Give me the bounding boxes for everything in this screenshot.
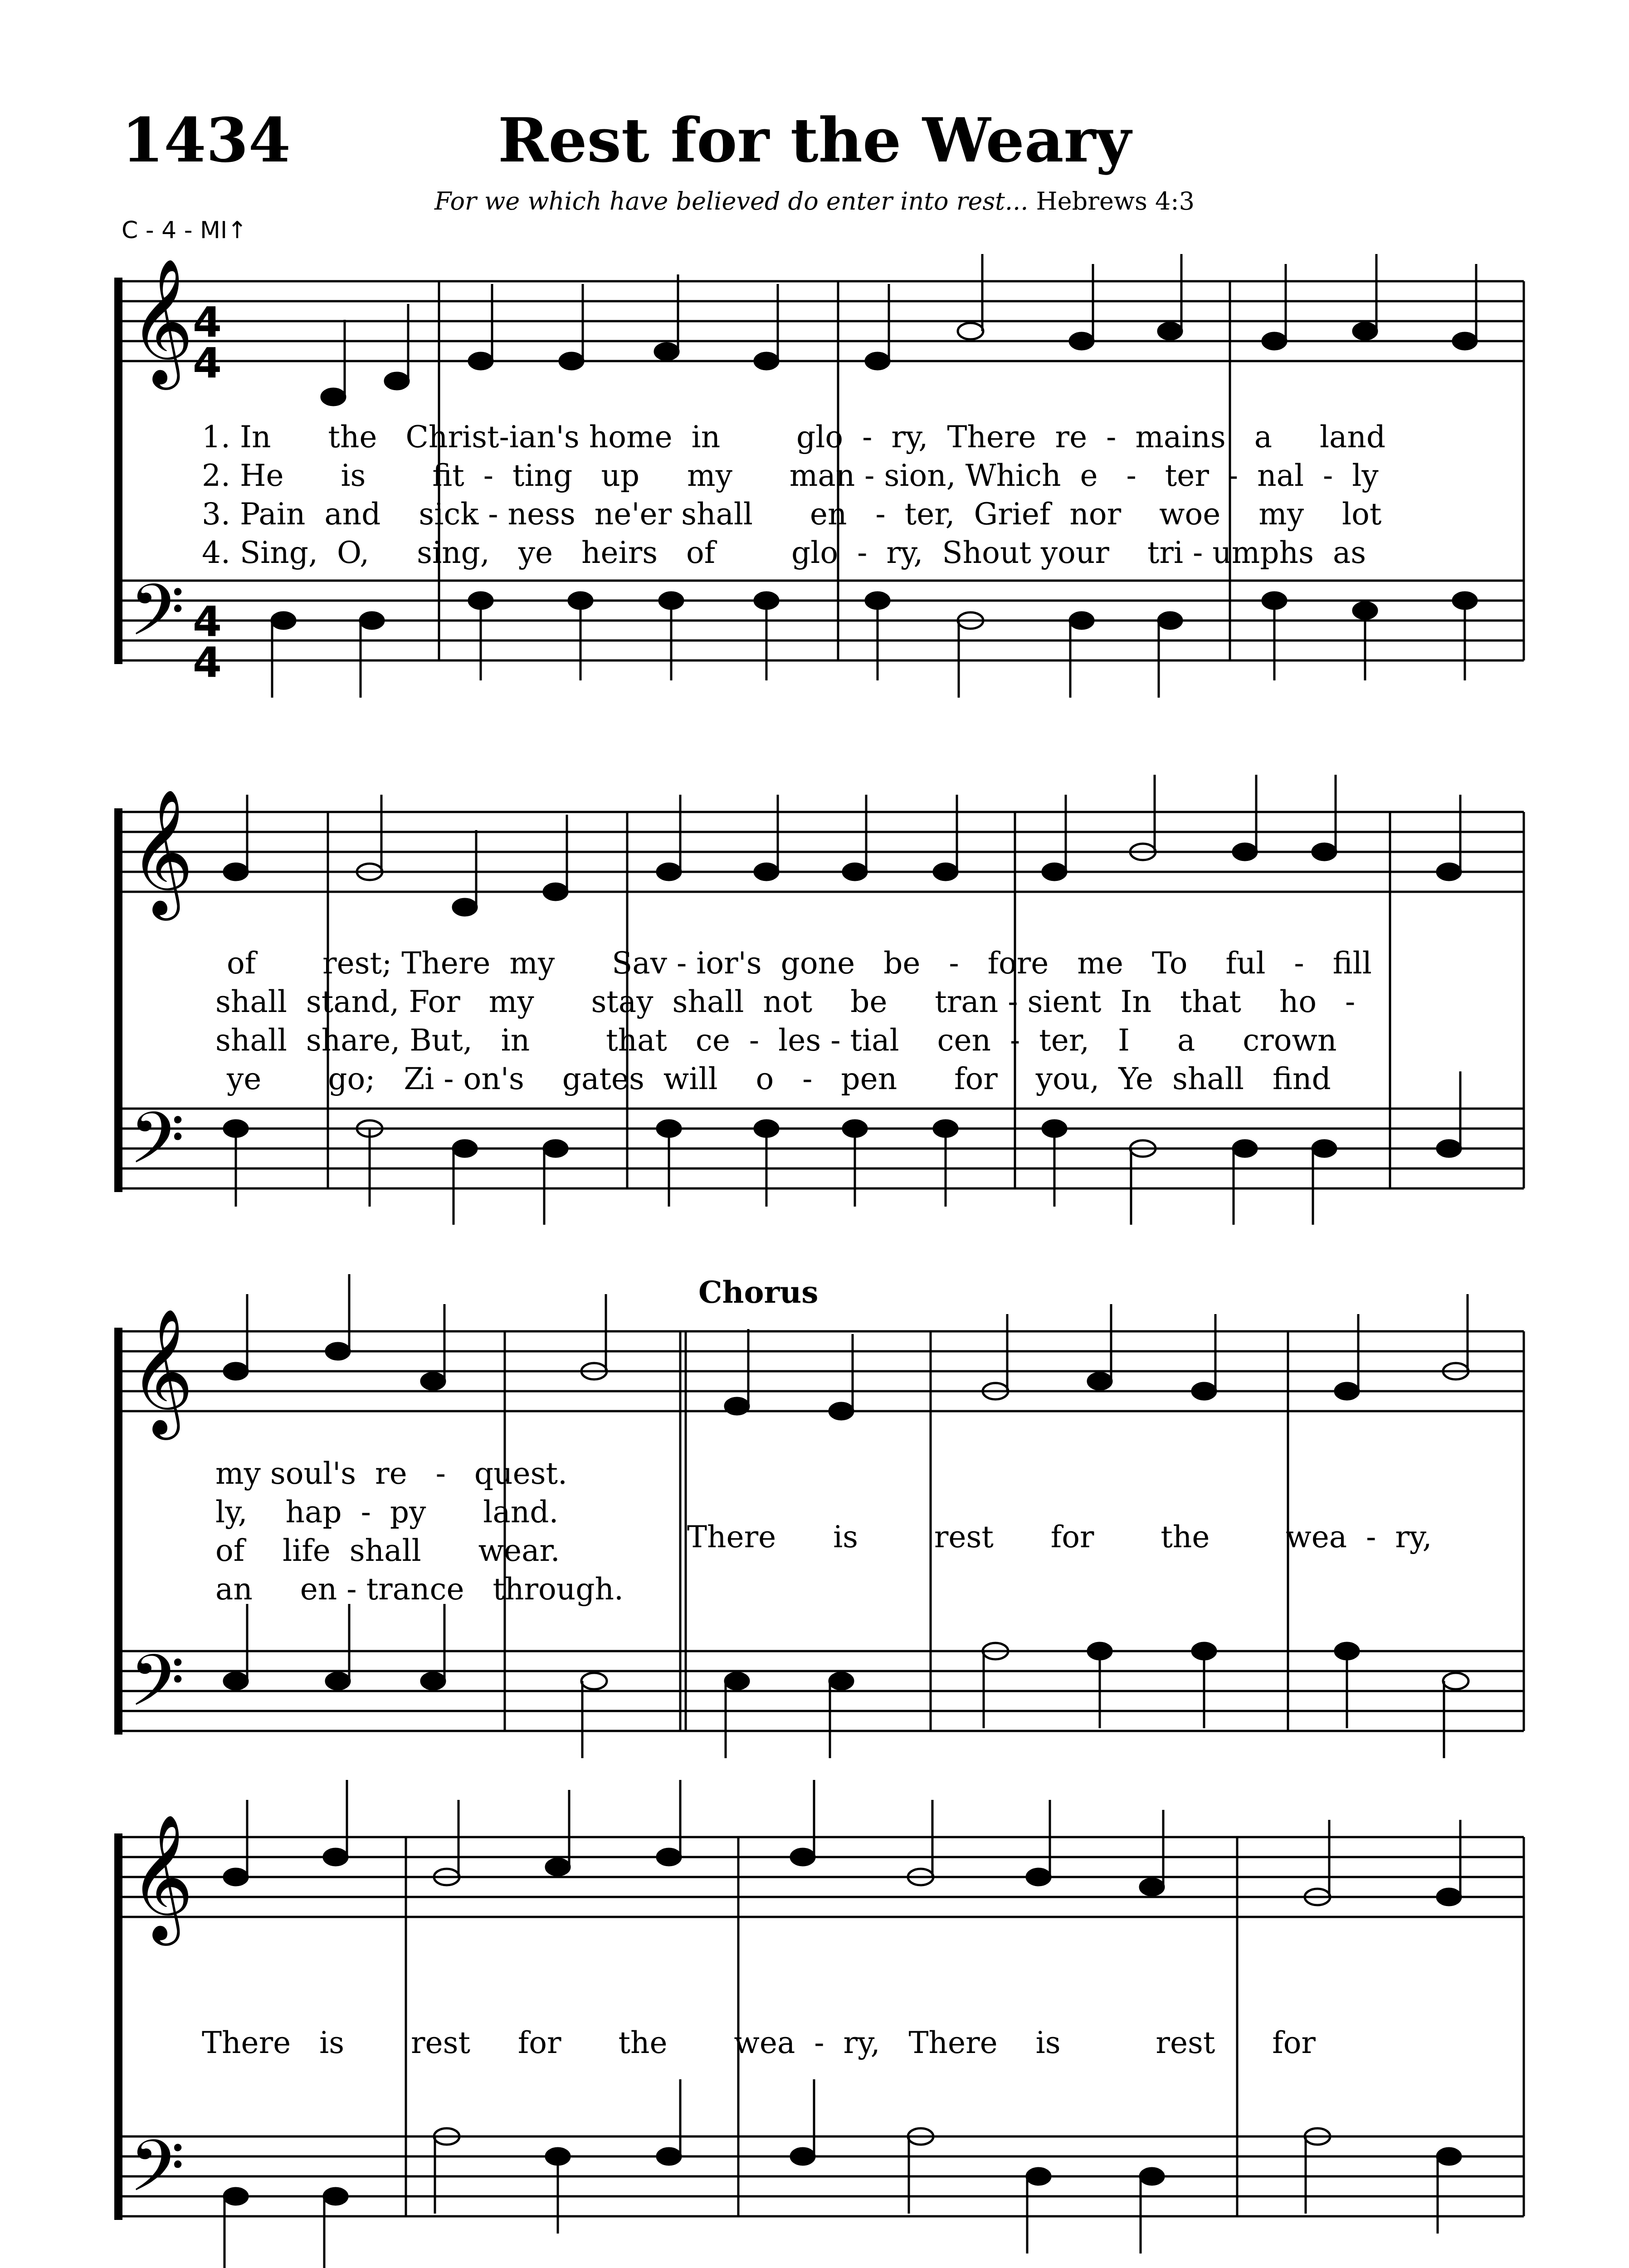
lyric-line-s1-verse4: 4. Sing, O, sing, ye heirs of glo - ry, Shout your tri - umphs as xyxy=(202,535,1366,570)
time-signature-treble-bottom: 4 xyxy=(193,339,222,387)
treble-clef-icon: 𝄞 xyxy=(129,788,194,915)
lyric-line-s1-verse1: 1. In the Christ-ian's home in glo - ry, There re - mains a land xyxy=(202,420,1386,455)
lyric-line-s2-verse4: ye go; Zi - on's gates will o - pen for you, Ye shall find xyxy=(227,1061,1331,1096)
system-brackets xyxy=(114,278,122,2220)
hymn-number: 1434 xyxy=(122,104,291,176)
scripture-text: For we which have believed do enter into rest... xyxy=(434,187,1029,215)
scripture-reference: Hebrews 4:3 xyxy=(1036,187,1195,215)
bass-clef-icon: 𝄢 xyxy=(129,1097,185,1197)
lyric-line-s3-verse1: my soul's re - quest. xyxy=(215,1456,568,1491)
lyric-line-s3-verse4: an en - trance through. xyxy=(215,1572,624,1607)
time-signature-bass-top: 4 xyxy=(193,597,222,646)
lyric-line-s1-verse3: 3. Pain and sick - ness ne'er shall en - ter, Grief nor woe my lot xyxy=(202,497,1382,532)
lyric-line-s3-verse2: ly, hap - py land. xyxy=(215,1495,559,1530)
bass-clef-icon: 𝄢 xyxy=(129,569,185,669)
treble-clef-icon: 𝄞 xyxy=(129,257,194,384)
key-signature-label: C - 4 - MI↑ xyxy=(122,217,247,244)
lyric-line-s2-verse3: shall share, But, in that ce - les - tial cen - ter, I a crown xyxy=(215,1023,1337,1058)
bass-clef-icon: 𝄢 xyxy=(129,1639,185,1740)
chorus-label: Chorus xyxy=(698,1275,819,1310)
lyric-line-s2-verse2: shall stand, For my stay shall not be tran - sient In that ho - xyxy=(215,984,1356,1019)
lyric-line-s3-verse3: of life shall wear. xyxy=(215,1533,560,1568)
time-signature-treble-top: 4 xyxy=(193,298,222,347)
lyric-line-s3-chorus: There is rest for the wea - ry, xyxy=(687,1520,1432,1554)
lyric-line-s4-chorus: There is rest for the wea - ry, There is rest for xyxy=(202,2025,1316,2060)
lyric-line-s2-verse1: of rest; There my Sav - ior's gone be - fore me To ful - fill xyxy=(227,946,1372,981)
lyric-line-s1-verse2: 2. He is fit - ting up my man - sion, Which e - ter - nal - ly xyxy=(202,458,1379,493)
time-signature-bass-bottom: 4 xyxy=(193,638,222,687)
bass-clef-icon: 𝄢 xyxy=(129,2125,185,2225)
treble-clef-icon: 𝄞 xyxy=(129,1307,194,1434)
treble-clef-icon: 𝄞 xyxy=(129,1813,194,1940)
hymn-title: Rest for the Weary xyxy=(497,104,1132,176)
barlines xyxy=(328,281,1524,2216)
